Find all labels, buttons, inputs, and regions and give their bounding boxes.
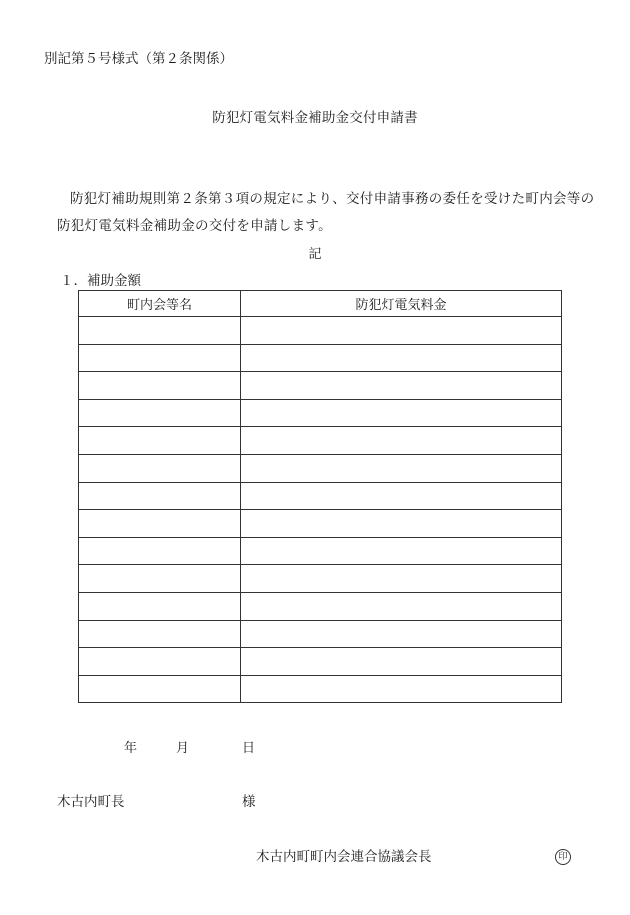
document-title: 防犯灯電気料金補助金交付申請書 xyxy=(212,110,418,126)
association-name-cell[interactable] xyxy=(79,648,241,676)
addressee-honorific: 様 xyxy=(242,794,256,810)
table-row xyxy=(79,482,562,510)
association-name-cell[interactable] xyxy=(79,454,241,482)
electricity-fee-cell[interactable] xyxy=(241,592,562,620)
column-header-electricity-fee: 防犯灯電気料金 xyxy=(241,291,562,317)
table-row xyxy=(79,537,562,565)
association-name-cell[interactable] xyxy=(79,427,241,455)
electricity-fee-cell[interactable] xyxy=(241,399,562,427)
addressee-name: 木古内町長 xyxy=(57,794,125,810)
table-row xyxy=(79,675,562,703)
electricity-fee-cell[interactable] xyxy=(241,372,562,400)
subsidy-amount-table xyxy=(78,290,562,703)
column-header-association-name: 町内会等名 xyxy=(79,291,241,317)
electricity-fee-cell[interactable] xyxy=(241,427,562,455)
electricity-fee-cell[interactable] xyxy=(241,620,562,648)
body-text-line-1: 防犯灯補助規則第２条第３項の規定により、交付申請事務の委任を受けた町内会等の xyxy=(70,191,595,207)
association-name-cell[interactable] xyxy=(79,482,241,510)
electricity-fee-cell[interactable] xyxy=(241,648,562,676)
body-text-line-2: 防犯灯電気料金補助金の交付を申請します。 xyxy=(57,218,332,234)
table-row xyxy=(79,372,562,400)
electricity-fee-cell[interactable] xyxy=(241,454,562,482)
electricity-fee-cell[interactable] xyxy=(241,565,562,593)
ki-heading: 記 xyxy=(308,247,322,262)
seal-mark: 印 xyxy=(555,849,571,865)
association-name-cell[interactable] xyxy=(79,620,241,648)
association-name-cell[interactable] xyxy=(79,675,241,703)
form-label: 別記第５号様式（第２条関係） xyxy=(44,51,233,67)
date-day-label: 日 xyxy=(242,741,256,756)
association-name-cell[interactable] xyxy=(79,565,241,593)
electricity-fee-cell[interactable] xyxy=(241,537,562,565)
table-header-row xyxy=(79,291,562,317)
table-body xyxy=(79,317,562,703)
table-row xyxy=(79,620,562,648)
applicant-name: 木古内町町内会連合協議会長 xyxy=(256,849,432,865)
table-row xyxy=(79,317,562,345)
table-row xyxy=(79,454,562,482)
table-row xyxy=(79,399,562,427)
association-name-cell[interactable] xyxy=(79,372,241,400)
electricity-fee-cell[interactable] xyxy=(241,317,562,345)
electricity-fee-cell[interactable] xyxy=(241,344,562,372)
table-row xyxy=(79,344,562,372)
date-month-label: 月 xyxy=(176,741,190,756)
association-name-cell[interactable] xyxy=(79,344,241,372)
table-row xyxy=(79,648,562,676)
association-name-cell[interactable] xyxy=(79,510,241,538)
association-name-cell[interactable] xyxy=(79,317,241,345)
table-row xyxy=(79,592,562,620)
table-row xyxy=(79,565,562,593)
table-row xyxy=(79,510,562,538)
association-name-cell[interactable] xyxy=(79,399,241,427)
association-name-cell[interactable] xyxy=(79,537,241,565)
electricity-fee-cell[interactable] xyxy=(241,482,562,510)
date-year-label: 年 xyxy=(124,741,138,756)
section-heading-subsidy-amount: １．補助金額 xyxy=(60,273,141,289)
association-name-cell[interactable] xyxy=(79,592,241,620)
electricity-fee-cell[interactable] xyxy=(241,510,562,538)
table-row xyxy=(79,427,562,455)
electricity-fee-cell[interactable] xyxy=(241,675,562,703)
